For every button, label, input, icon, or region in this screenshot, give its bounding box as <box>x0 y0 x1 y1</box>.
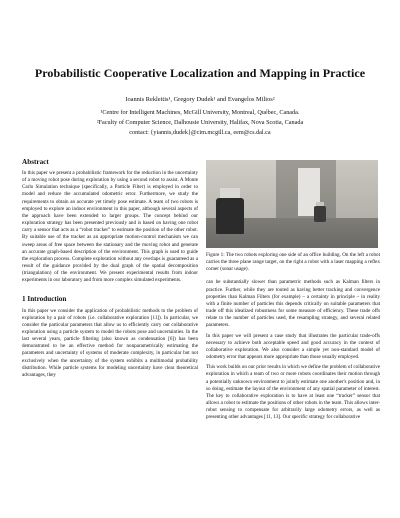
right-paragraph-2: In this paper we will present a case study that illustrates the particular trade-offs necessary to achieve both acceptable speed and good accuracy in the context of collaborative exploration. We also consider a simple yet non-standard model of odometry error that appears more appropriate than those usually employed. <box>206 332 380 361</box>
introduction-text: In this paper we consider the application of probabilistic methods to the problem of exploration by a pair of robots (i.e. collaborative exploration [11]). In particular, we consider the particular parameters that allow us to efficiently carry out collaborative exploration using a particle system to model the robots pose and uncertainties. In the last several years, particle filtering (also known as condensation [6]) has been demonstrated to be an effective method for nonparametrically estimating the parameters and uncertainty of systems of moderate complexity, in particular but not exclusively when the uncertainty of the system exhibits a multimodal probability distribution. While particle systems for modeling uncertainty have clear theoretical advantages, they <box>22 307 198 378</box>
introduction-heading: 1 Introduction <box>22 294 67 303</box>
figure-1-caption: Figure 1: The two robots exploring one side of an office building. On the left a robot carries the three plane range target, on the right a robot with a laser mapping a reflex corner (sonar usage). <box>206 252 380 273</box>
figure-1-image <box>206 160 378 248</box>
affiliation-1: ¹Centre for Intelligent Machines, McGill University, Montreal, Québec, Canada. <box>100 109 300 116</box>
abstract-heading: Abstract <box>22 158 49 166</box>
left-column <box>22 158 198 379</box>
paper-title: Probabilistic Cooperative Localization and Mapping in Practice <box>34 66 366 80</box>
robot-tracker-target <box>220 188 240 198</box>
affiliation-2: ²Faculty of Computer Science, Dalhousie University, Halifax, Nova Scotia, Canada <box>96 119 304 126</box>
paper-authors: Ioannis Rekleitis¹, Gregory Dudek¹ and Evangelos Milios² <box>125 96 275 103</box>
abstract-text: In this paper we present a probabilistic framework for the reduction in the uncertainty of a moving robot pose during exploration by using a second robot to assist. A Monte Carlo Simulation technique (specifically, a Particle Filter) is employed in order to model and reduce the accumulated odometric error. Furthermore, we study the requirements to obtain an accurate yet timely pose estimate. A team of two robots is employed to explore an indoor environment in this paper, although several aspects of the approach have been extended to larger groups. The concept behind our exploration strategy has been presented previously and is based on having one robot carry a sensor that acts as a “robot tracker” to estimate the position of the other robot. By suitable use of the tracker as an appropriate motion-control mechanism we can sweep areas of free space between the stationary and the moving robot and generate an accurate graph-based description of the environment. This graph is used to guide the exploration process. Complete exploration without any overlaps is guaranteed as a result of the guidance provided by the dual graph of the spatial decomposition (triangulation) of the environment. We present experimental results from indoor experiments in our laboratory and from more complex simulated experiments. <box>22 170 198 284</box>
right-paragraph-1: can be substantially slower than parametric methods such as Kalman filters in practice. Further, while they are touted as having better tracking and convergence properties than Kalman Filters (for example) – a certainty in principle – in reality with a finite number of particles this depends critically on suitable parameters that trade off this idealized robustness for some measure of efficiency. These trade offs relate to the number of particles used, the resampling strategy, and several related parameters. <box>206 279 380 329</box>
robot-left <box>216 198 244 234</box>
right-paragraph-3: This work builds on our prior results in which we define the problem of collaborative exploration in which a team of two or more robots coordinates their motion through a potentially unknown environment to jointly estimate one another's position and, in so doing, estimate the layout of the environment of any spatial parameter of interest. The key to collaborative exploration is to have at least one “tracker” sensor that allows a robot to estimate the positions of other robots in the team. This allows inter-robot sensing to compensate for arbitrarily large odometry errors, as well as presenting other advantages [11, 13]. Our specific strategy for collaborative <box>206 364 380 421</box>
robot-right <box>314 206 326 222</box>
right-column <box>206 252 380 421</box>
contact-line: contact: {yiannis,dudek}@cim.mcgill.ca, eem@cs.dal.ca <box>129 129 271 136</box>
